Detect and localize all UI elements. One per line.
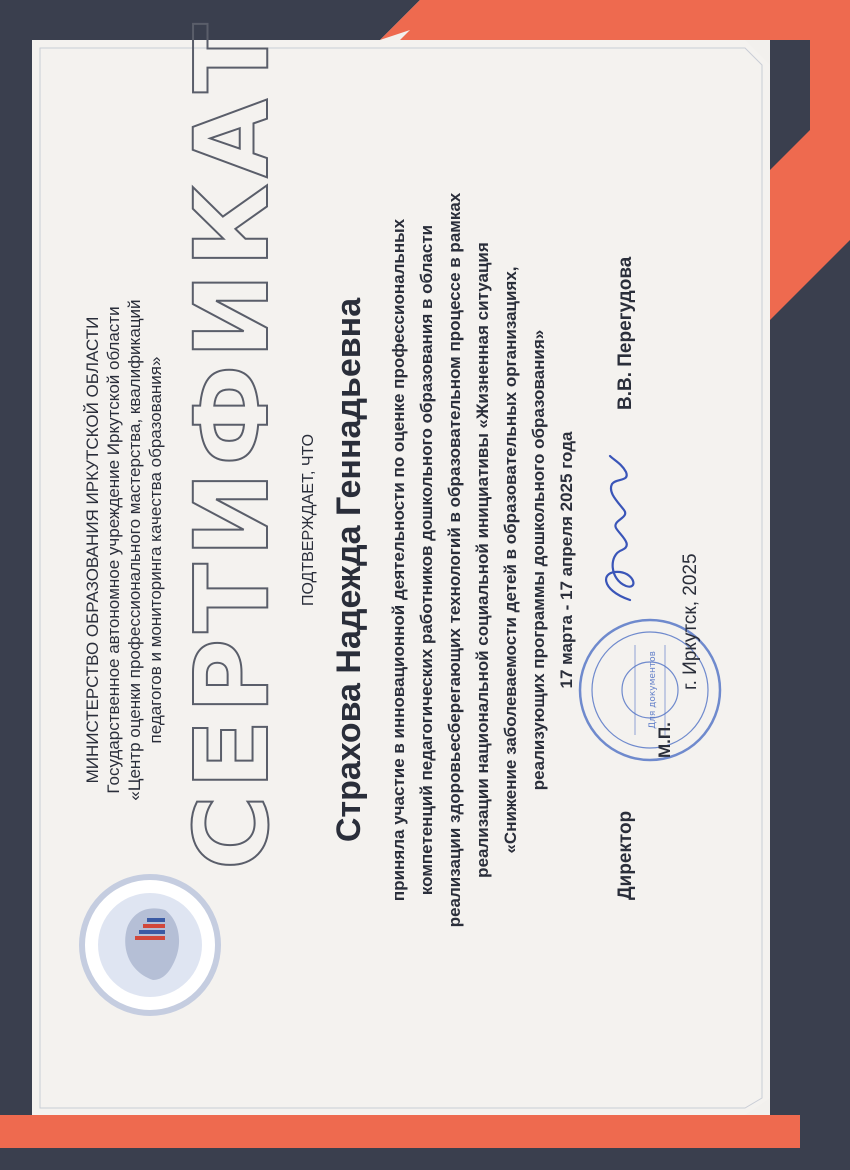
city-year: г. Иркутск, 2025 [680, 553, 701, 690]
director-role: Директор [615, 810, 636, 900]
official-stamp [575, 615, 725, 765]
body-line-3: реализации здоровьесберегающих технологий в образовательном процессе в рамках [445, 192, 464, 928]
body-line-6: реализующих программы дошкольного образования» [529, 329, 548, 791]
body-line-5: «Снижение заболеваемости детей в образовательных организациях, [501, 266, 520, 854]
institution-line: Государственное автономное учреждение Иркутской области [104, 306, 123, 794]
certificate-body [385, 150, 581, 970]
recipient-name: Страхова Надежда Геннадьевна [330, 297, 368, 843]
stamp-center-text: Для документов [648, 651, 658, 729]
body-line-2: компетенций педагогических работников дошкольного образования в области [417, 224, 436, 896]
body-line-1: приняла участие в инновационной деятельности по оценке профессиональных [389, 218, 408, 902]
center-name-line-2: педагогов и мониторинга качества образования» [146, 356, 165, 744]
body-line-4: реализации национальной социальной инициативы «Жизненная ситуация [473, 242, 492, 878]
center-name-line: «Центр оценки профессионального мастерства, квалификаций [125, 299, 144, 801]
organization-logo [75, 870, 225, 1020]
confirms-text: ПОДТВЕРЖДАЕТ, ЧТО [300, 433, 317, 607]
body-line-7: 17 марта - 17 апреля 2025 года [557, 431, 576, 689]
ministry-line: МИНИСТЕРСТВО ОБРАЗОВАНИЯ ИРКУТСКОЙ ОБЛАСТИ [83, 316, 102, 784]
seal-place-mark: М.П. [655, 722, 674, 758]
certificate-title: СЕРТИФИКАТ [173, 17, 292, 870]
director-name: В.В. Перегудова [615, 256, 636, 410]
director-signature [590, 450, 650, 610]
